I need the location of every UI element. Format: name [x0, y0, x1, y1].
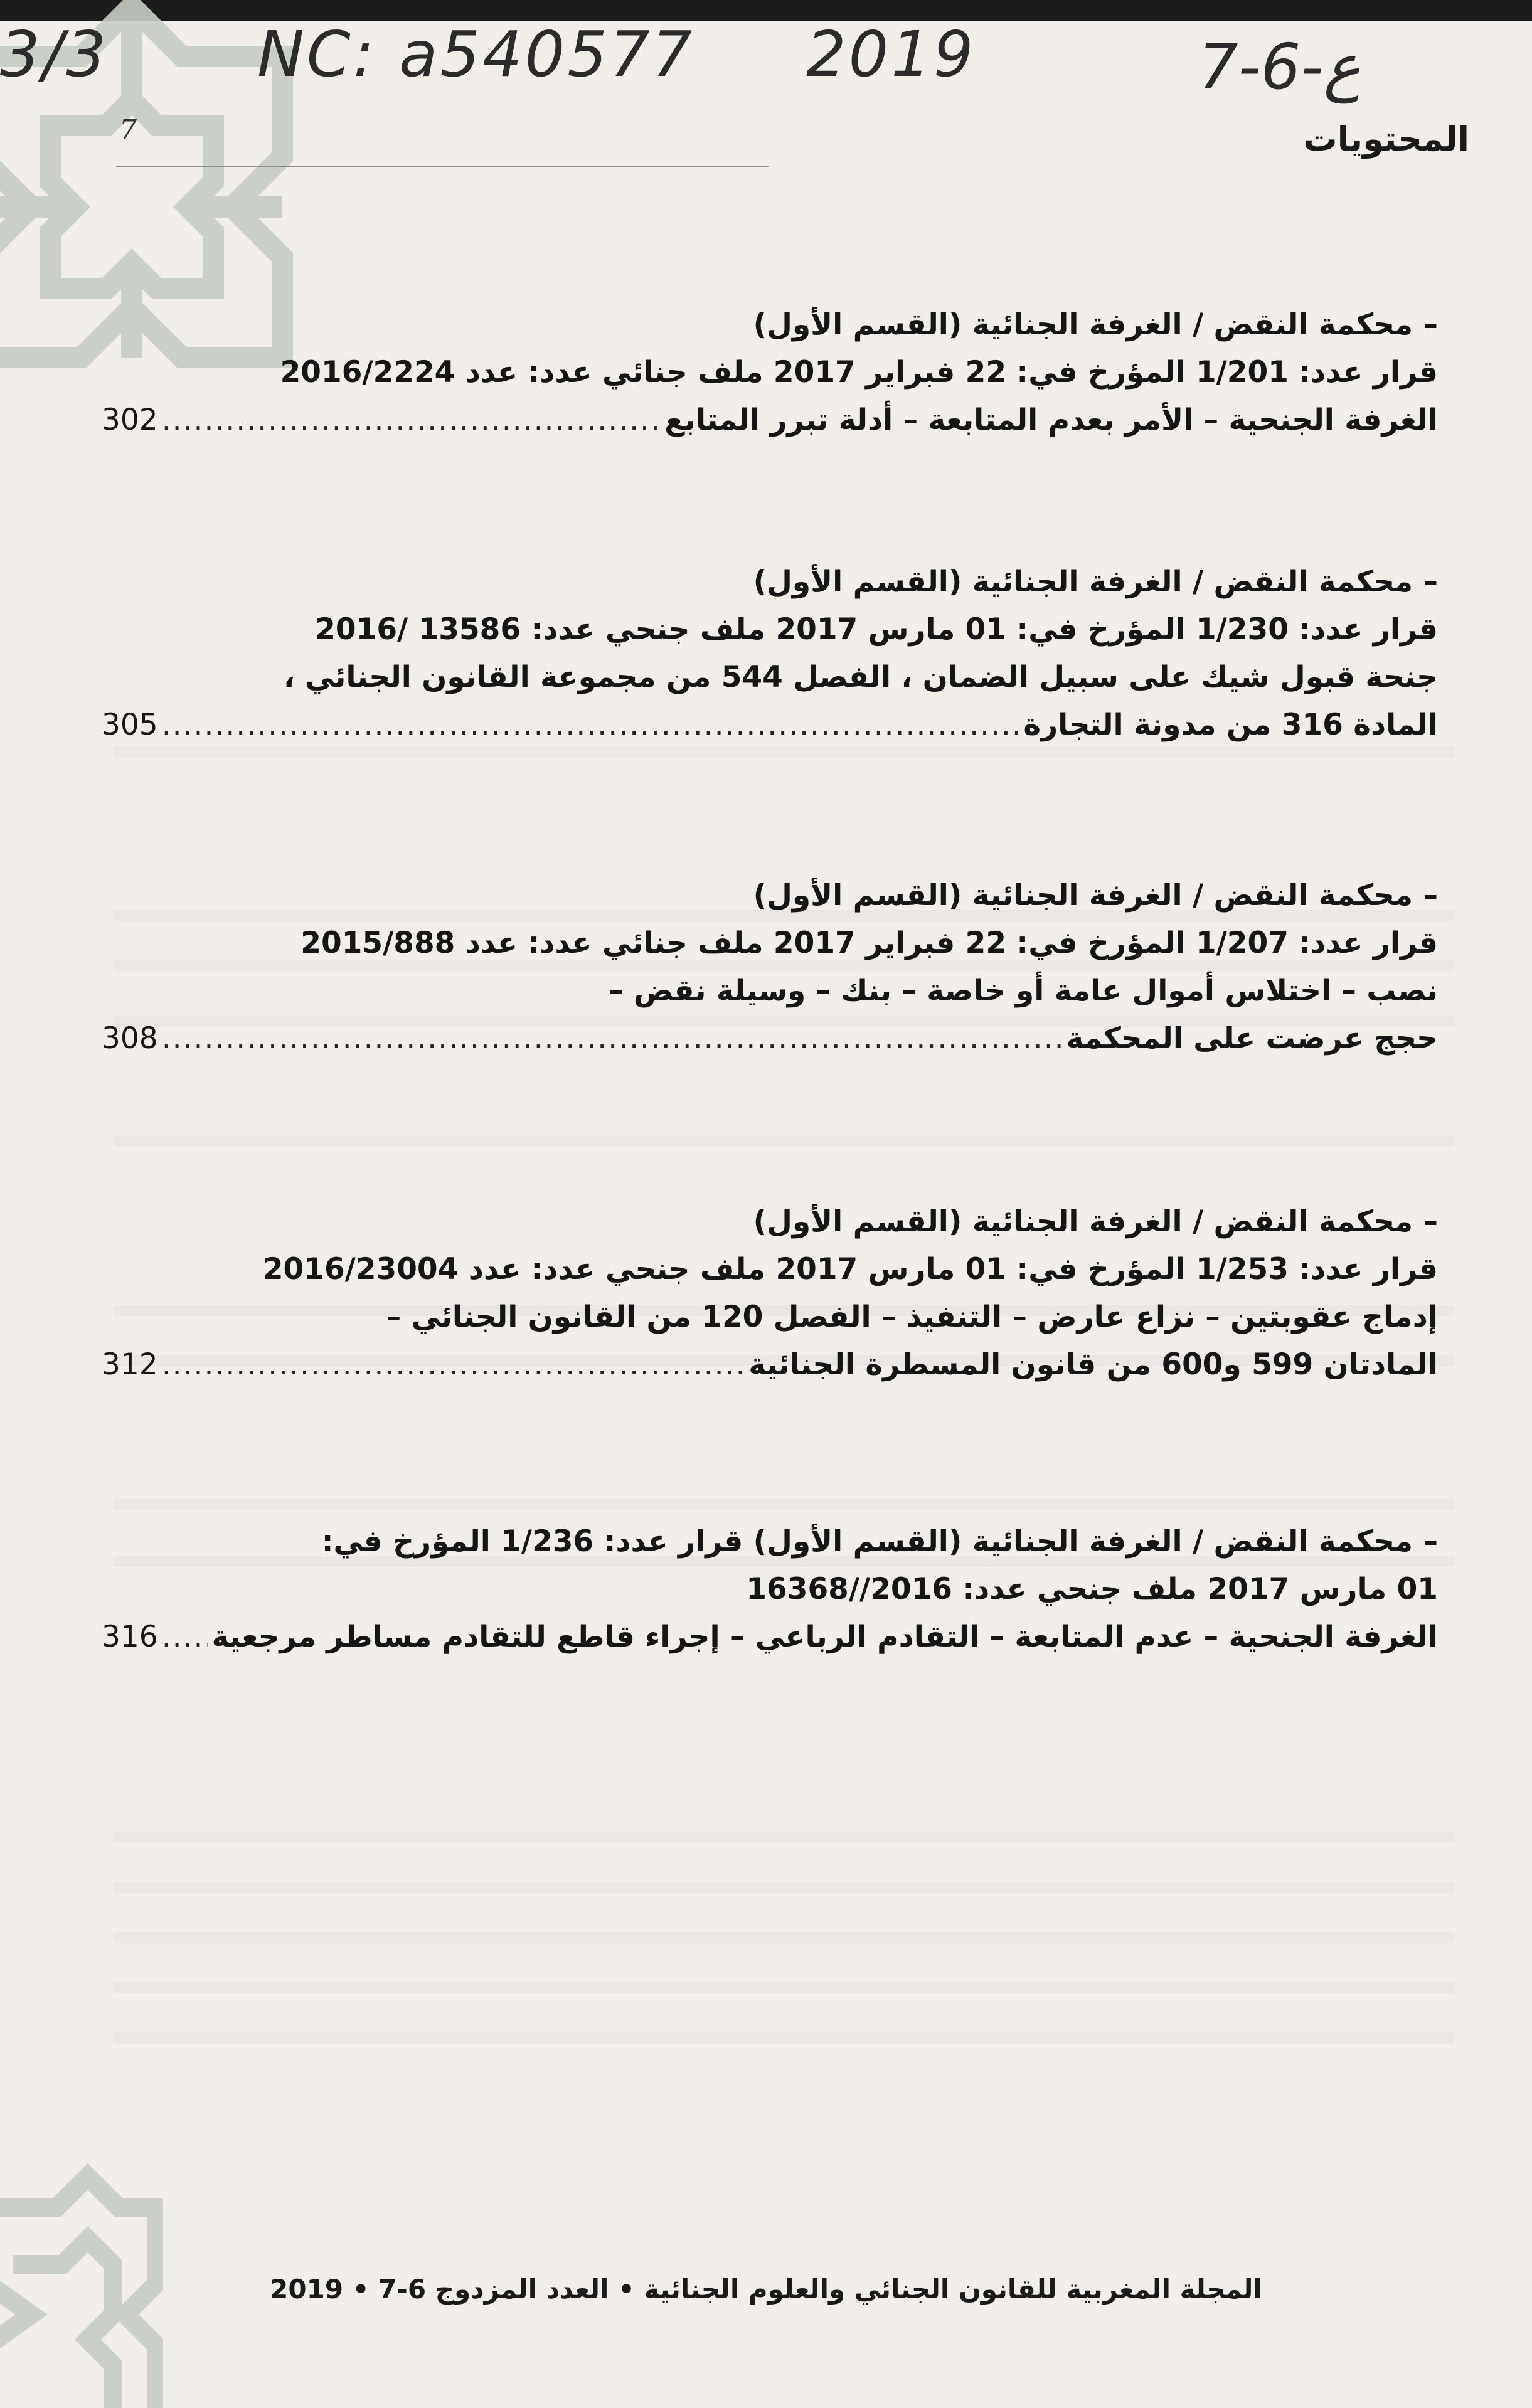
entry-court-line: – محكمة النقض / الغرفة الجنائية (القسم الأول)	[753, 307, 1438, 342]
journal-footer: المجلة المغربية للقانون الجنائي والعلوم الجنائية • العدد المزدوج 6-7 • 2019	[270, 2274, 1262, 2305]
dot-leader	[162, 1341, 745, 1389]
handwritten-mark-nc: NC: a540577	[257, 18, 695, 91]
entry-decision-line: قرار عدد: 1/201 المؤرخ في: 22 فبراير 2017 ملف جنائي عدد: عدد 2016/2224	[280, 355, 1438, 390]
entry-toc-line[interactable]	[102, 1015, 1438, 1063]
entry-court-line: – محكمة النقض / الغرفة الجنائية (القسم الأول) قرار عدد: 1/236 المؤرخ في:	[321, 1524, 1438, 1559]
entry-subject: حجج عرضت على المحكمة	[1066, 1021, 1438, 1056]
entry-subject: المادتان 599 و600 من قانون المسطرة الجنائية	[748, 1347, 1438, 1382]
toc-entry	[102, 1518, 1438, 1661]
bleed-through-text	[113, 2032, 1455, 2044]
entry-toc-line[interactable]	[102, 396, 1438, 444]
handwritten-mark-code: 7-6-ع	[1198, 30, 1361, 103]
entry-toc-line[interactable]	[102, 1341, 1438, 1389]
entry-page-number: 316	[102, 1620, 158, 1654]
entry-decision-line: قرار عدد: 1/207 المؤرخ في: 22 فبراير 2017 ملف جنائي عدد: عدد 2015/888	[301, 926, 1438, 960]
entry-decision-line: قرار عدد: 1/253 المؤرخ في: 01 مارس 2017 ملف جنحي عدد: عدد 2016/23004	[262, 1252, 1438, 1286]
toc-entry	[102, 301, 1438, 444]
bleed-through-text	[113, 1882, 1455, 1893]
toc-entry	[102, 558, 1438, 749]
entry-page-number: 302	[102, 403, 158, 437]
page-number: 7	[119, 114, 137, 146]
handwritten-mark-page: 3/3	[0, 18, 109, 91]
header-rule	[116, 166, 769, 167]
entry-decision-line: قرار عدد: 1/230 المؤرخ في: 01 مارس 2017 ملف جنحي عدد: 13586 /2016	[315, 612, 1438, 647]
entry-court-line: – محكمة النقض / الغرفة الجنائية (القسم الأول)	[753, 878, 1438, 913]
entry-decision-line: 01 مارس 2017 ملف جنحي عدد: 2016//16368	[746, 1572, 1438, 1606]
entry-subject: الغرفة الجنحية – الأمر بعدم المتابعة – أدلة تبرر المتابع	[664, 403, 1438, 437]
toc-entry	[102, 872, 1438, 1063]
bleed-through-text	[113, 1982, 1455, 1993]
entry-page-number: 312	[102, 1347, 158, 1382]
dot-leader	[162, 396, 661, 444]
entry-subject-line: جنحة قبول شيك على سبيل الضمان ، الفصل 544 من مجموعة القانون الجنائي ،	[283, 660, 1438, 694]
entry-toc-line[interactable]	[102, 1613, 1438, 1661]
bleed-through-text	[113, 1832, 1455, 1843]
entry-subject: الغرفة الجنحية – عدم المتابعة – التقادم الرباعي – إجراء قاطع للتقادم مساطر مرجعية	[211, 1620, 1438, 1654]
entry-court-line: – محكمة النقض / الغرفة الجنائية (القسم الأول)	[753, 1204, 1438, 1239]
bleed-through-text	[113, 1135, 1455, 1147]
entry-subject-line: إدماج عقوبتين – نزاع عارض – التنفيذ – الفصل 120 من القانون الجنائي –	[386, 1300, 1438, 1334]
bleed-through-text	[113, 1499, 1455, 1510]
handwritten-mark-year: 2019	[806, 18, 976, 91]
page-title: المحتويات	[1303, 119, 1469, 159]
toc-entry	[102, 1198, 1438, 1389]
entry-page-number: 308	[102, 1021, 158, 1056]
entry-page-number: 305	[102, 708, 158, 742]
entry-subject: المادة 316 من مدونة التجارة	[1023, 708, 1438, 742]
dot-leader	[162, 701, 1020, 749]
bleed-through-text	[113, 1932, 1455, 1943]
entry-court-line: – محكمة النقض / الغرفة الجنائية (القسم الأول)	[753, 565, 1438, 599]
entry-toc-line[interactable]	[102, 701, 1438, 749]
dot-leader	[162, 1015, 1063, 1063]
entry-subject-line: نصب – اختلاس أموال عامة أو خاصة – بنك – وسيلة نقض –	[609, 973, 1438, 1008]
dot-leader	[162, 1613, 208, 1661]
